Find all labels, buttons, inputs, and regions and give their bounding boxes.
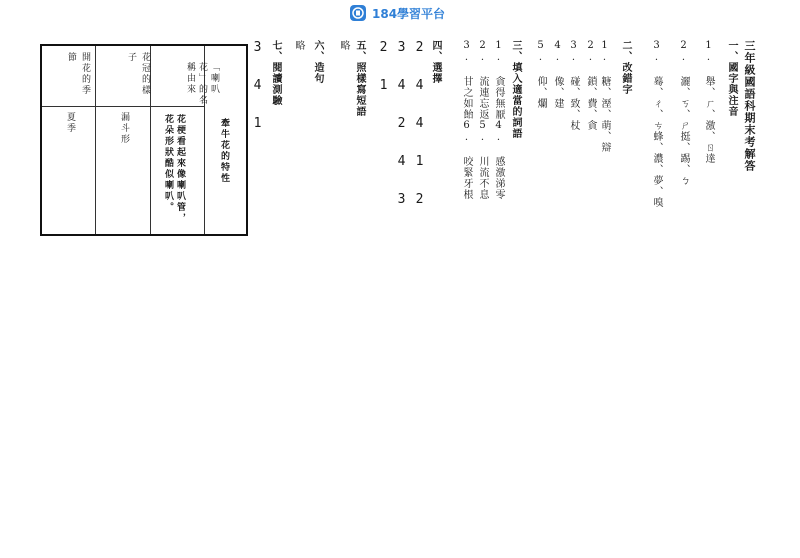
- s3-item-2: 2. 流連忘返: [477, 40, 488, 120]
- section-7-heading: 七、閱讀測驗: [270, 40, 281, 106]
- s2-item-4: 4. 像、建: [552, 40, 563, 109]
- table-divider: [95, 46, 96, 234]
- s3-item-4: 4. 感激涕零: [493, 120, 504, 200]
- s1-item-2: 2. 灑、ㄎ、ㄕ挺、踢、ㄅ: [678, 40, 689, 186]
- table-shape-question: 花冠的樣子: [126, 52, 150, 96]
- doc-title: 三年級國語科期末考解答: [743, 40, 756, 172]
- brand-name: 184學習平台: [372, 6, 446, 21]
- s2-item-3: 3. 碰、致、杖: [568, 40, 579, 131]
- s1-item-1: 1. 舉、ㄏ、激、ㄖ達: [703, 40, 714, 164]
- table-title: 牽牛花的特性: [219, 118, 229, 184]
- book-icon: [352, 7, 364, 19]
- section-3-heading: 三、填入適當的詞語: [510, 40, 521, 139]
- section-5-heading: 五、照樣寫短語: [354, 40, 365, 117]
- s3-item-1: 1. 貪得無厭: [493, 40, 504, 120]
- table-divider: [42, 106, 204, 107]
- brand-header: [350, 4, 445, 22]
- s3-item-5: 5. 川流不息: [477, 120, 488, 200]
- s4-answers-1: 2 4 4 1 2: [412, 40, 427, 211]
- s1-item-3: 3. 蓦、ㄔ、ㄘ蜂、濃、夢、嗅: [651, 40, 662, 208]
- s7-answers: 3 4 1: [250, 40, 265, 135]
- table-season-question: 開花的季節: [66, 52, 90, 96]
- s6-answer: 略: [293, 40, 304, 51]
- s4-answers-3: 2 1: [376, 40, 391, 97]
- section-1-heading: 一、國字與注音: [726, 40, 737, 117]
- answer-sheet: [250, 40, 760, 290]
- section-2-heading: 二、改錯字: [620, 40, 631, 95]
- section-6-heading: 六、造句: [312, 40, 323, 84]
- table-season-answer: 夏季: [65, 112, 75, 134]
- s2-item-5: 5. 仰、爛: [535, 40, 546, 109]
- brand-logo-icon: [350, 5, 366, 21]
- reading-table: [40, 44, 248, 236]
- s5-answer: 略: [338, 40, 349, 51]
- s3-item-6: 6. 咬緊牙根: [461, 120, 472, 200]
- s2-item-2: 2. 鎖、費、貪: [585, 40, 596, 131]
- table-name-question: 「喇叭花」的名稱由來: [185, 62, 219, 106]
- section-4-heading: 四、選擇: [430, 40, 441, 84]
- s4-answers-2: 3 4 2 4 3: [394, 40, 409, 211]
- table-shape-answer: 漏斗形: [119, 112, 129, 145]
- table-name-answer: 花梗看起來像喇叭管，花朵形狀酷似喇叭。: [163, 114, 185, 224]
- s3-item-3: 3. 甘之如飴: [461, 40, 472, 120]
- s2-item-1: 1. 糖、溼、萌、辯: [599, 40, 610, 153]
